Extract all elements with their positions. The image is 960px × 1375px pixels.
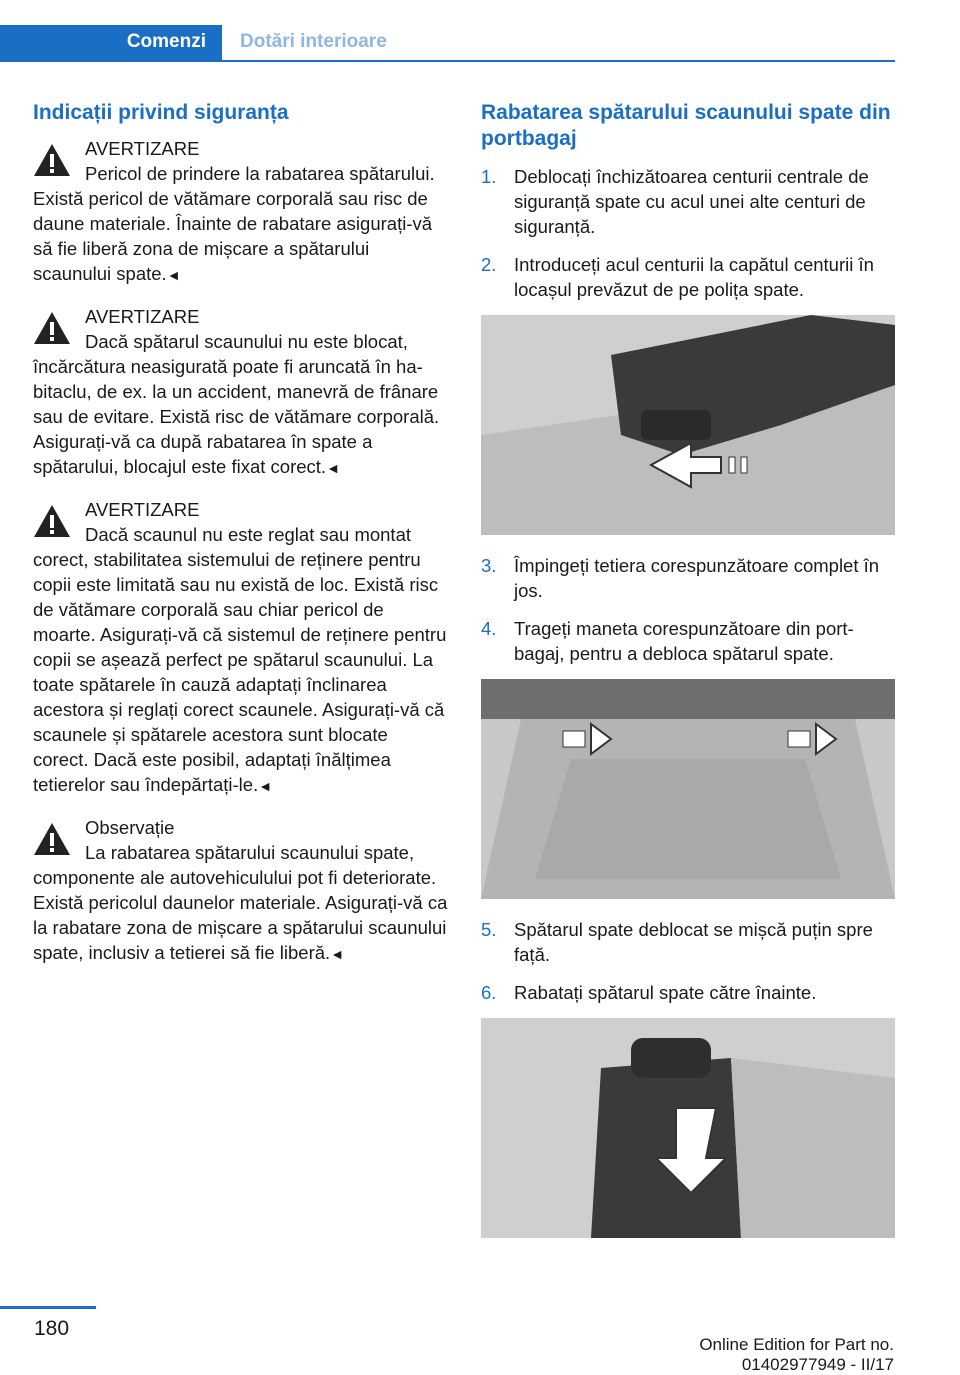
warning-text: Pericol de prindere la rabatarea spătarului. Există pericol de vătămare corporală sau risc de daune materiale. Înainte de rabatare asigurați-vă să fie liberă zona de mișcare a spătarului scaunului spate.	[33, 163, 435, 284]
warning-text: Dacă scaunul nu este reglat sau montat corect, stabilitatea sistemului de reținere pentru copii este limitată sau nu există de loc. Există risc de vătămare corporală sau chiar pericol de moarte. Asigurați-vă că sistemul de reținere pentru copii se așează perfect pe spătarul scaunului. La toate spătarele în cauză adaptați înclinarea acestora și reglați corect scaunele. Asigurați-vă că scaunele și spătarele acestora sunt blocate corect. Dacă este posibil, adaptați înălțimea tetierelor sau îndepărtați-le.	[33, 524, 447, 795]
header-bar	[0, 25, 895, 61]
warning-triangle-icon	[33, 503, 71, 539]
left-column	[33, 100, 448, 967]
warning-label: AVERTIZARE	[85, 138, 200, 159]
step-text: Împingeți tetiera corespunzătoare complet în jos.	[514, 555, 880, 601]
list-item	[481, 616, 895, 666]
edition-note: Online Edition for Part no. 01402977949 - II/17	[699, 1335, 894, 1374]
warning-triangle-icon	[33, 821, 71, 857]
list-item	[481, 164, 895, 239]
step-number: 5.	[481, 919, 497, 940]
note-label: Observație	[85, 817, 175, 838]
warning-block	[33, 136, 448, 288]
right-column	[481, 100, 895, 1256]
step-number: 4.	[481, 618, 497, 639]
section-heading-folding: Rabatarea spătarului scaunului spate din portbagaj	[481, 101, 891, 150]
trunk-illustration	[481, 679, 895, 899]
belt-tongue-illustration	[481, 315, 895, 535]
warning-triangle-icon	[33, 310, 71, 346]
warning-block	[33, 497, 448, 799]
step-number: 2.	[481, 254, 497, 275]
step-text: Spătarul spate deblocat se mișcă puțin spre față.	[514, 919, 873, 965]
steps-list-c	[481, 917, 895, 1005]
step-text: Trageți maneta corespunzătoare din portbagaj, pentru a debloca spătarul spate.	[514, 618, 854, 664]
list-item	[481, 252, 895, 302]
step-number: 1.	[481, 166, 497, 187]
list-item	[481, 553, 895, 603]
end-marker: ◄	[326, 460, 340, 476]
warning-block	[33, 304, 448, 481]
list-item	[481, 917, 895, 967]
list-item	[481, 980, 895, 1005]
warning-label: AVERTIZARE	[85, 306, 200, 327]
step-number: 3.	[481, 555, 497, 576]
note-text: La rabatarea spătarului scaunului spate, componente ale autovehiculului pot fi deteriorate. Există pericolul daunelor materiale. Asigurați-vă ca la rabatare zona de mișcare a spătarului scaunului spate, inclusiv a tetierei să fie liberă.	[33, 842, 448, 963]
end-marker: ◄	[330, 946, 345, 962]
warning-label: AVERTIZARE	[85, 499, 200, 520]
step-text: Rabatați spătarul spate către înainte.	[514, 982, 817, 1003]
tab-dotari-interioare[interactable]	[222, 25, 895, 61]
footer-divider	[0, 1306, 96, 1309]
section-heading-safety: Indicații privind siguranța	[33, 101, 289, 124]
note-block	[33, 815, 448, 967]
end-marker: ◄	[258, 778, 273, 794]
header-divider	[0, 60, 895, 62]
tab-comenzi[interactable]	[0, 25, 222, 61]
steps-list-b	[481, 553, 895, 666]
steps-list-a	[481, 164, 895, 302]
rear-seat-illustration	[481, 1018, 895, 1238]
warning-triangle-icon	[33, 142, 71, 178]
step-number: 6.	[481, 982, 497, 1003]
warning-text: Dacă spătarul scaunului nu este blocat, încărcătura neasigurată poate fi aruncată în habitaclu, de ex. la un accident, manevră de frânare sau de evitare. Există risc de vătămare corporală. Asigurați-vă ca după rabatarea în spate a spătarului, blocajul este fixat corect.	[33, 331, 440, 477]
page-number: 180	[34, 1317, 70, 1340]
tab-dotari-label: Dotări interioare	[240, 31, 387, 52]
end-marker: ◄	[166, 267, 181, 283]
tab-comenzi-label: Comenzi	[126, 31, 206, 52]
step-text: Introduceți acul centurii la capătul centurii în locașul prevăzut de pe polița spate.	[514, 254, 874, 300]
step-text: Deblocați închizătoarea centurii centrale de siguranță spate cu acul unei alte centuri de siguranță.	[514, 166, 869, 237]
